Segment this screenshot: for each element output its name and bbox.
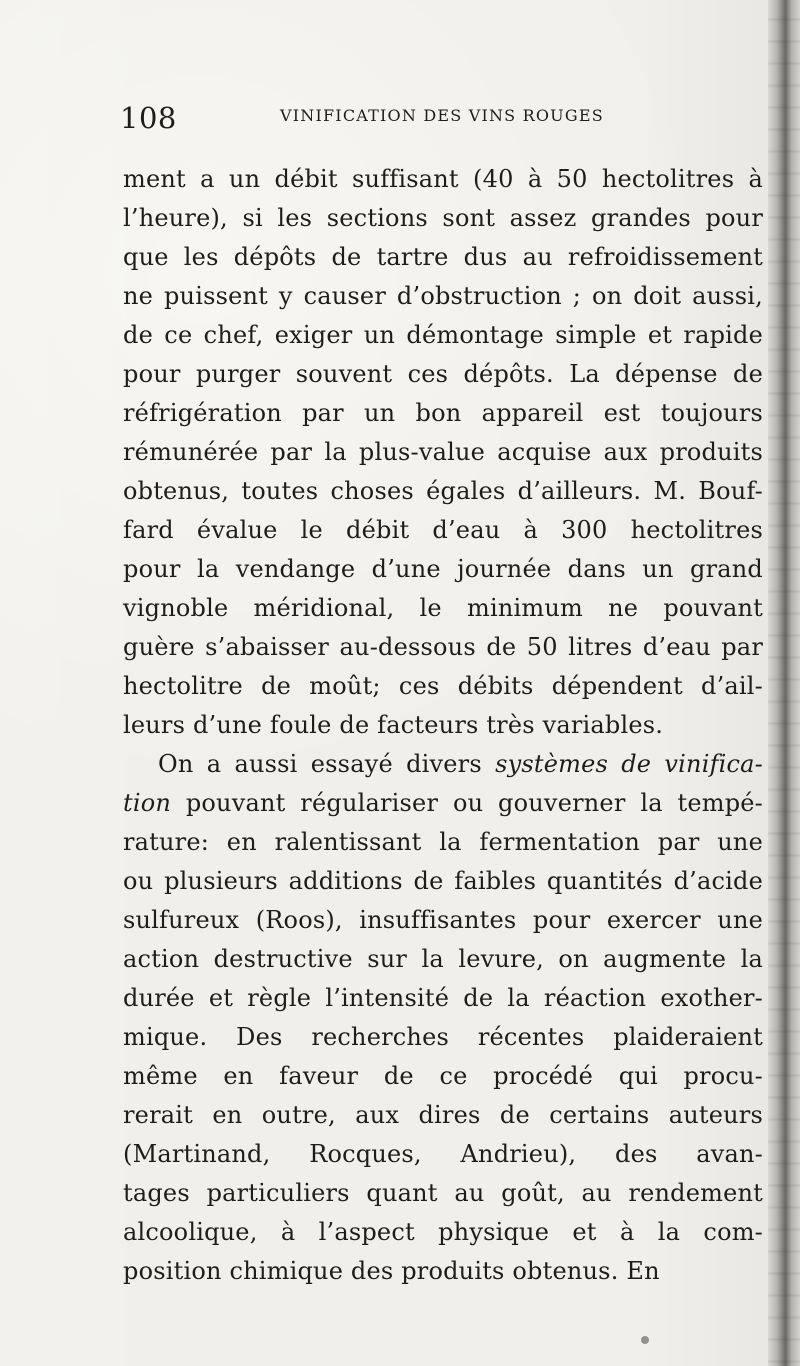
- paragraph-2-line-13: alcoolique, à l’aspect physique et à la com-: [123, 1218, 763, 1246]
- page-binding-shadow: [768, 0, 800, 1366]
- paragraph-2-line-5: sulfureux (Roos), insuffisantes pour exercer une: [123, 906, 763, 934]
- paragraph-2-line-7: durée et règle l’intensité de la réaction exother-: [123, 984, 763, 1012]
- paragraph-2-line-1: [123, 745, 763, 784]
- running-head: [120, 103, 740, 133]
- paragraph-2-line-3: rature: en ralentissant la fermentation par une: [123, 828, 763, 856]
- paragraph-2-italic-title: systèmes de vinifica-: [495, 750, 763, 778]
- page-number: 108: [120, 101, 177, 135]
- paragraph-2-line-14: position chimique des produits obtenus. En: [123, 1257, 660, 1285]
- paragraph-2-line-4: ou plusieurs additions de faibles quantités d’acide: [123, 867, 763, 895]
- text-line-15: leurs d’une foule de facteurs très variables.: [123, 711, 664, 739]
- text-line-7: réfrigération par un bon appareil est toujours: [123, 399, 763, 427]
- text-line-3: que les dépôts de tartre dus au refroidissement: [123, 243, 763, 271]
- text-line-13: guère s’abaisser au-dessous de 50 litres d’eau par: [123, 633, 763, 661]
- text-line-2: l’heure), si les sections sont assez grandes pour: [123, 204, 763, 232]
- text-line-5: de ce chef, exiger un démontage simple et rapide: [123, 321, 763, 349]
- text-line-14: hectolitre de moût; ces débits dépendent d’ail-: [123, 672, 763, 700]
- paragraph-2-prefix: On a aussi essayé divers: [158, 750, 496, 778]
- paragraph-2-italic-continuation: tion: [123, 789, 172, 817]
- text-line-9: obtenus, toutes choses égales d’ailleurs. M. Bouf-: [123, 477, 763, 505]
- paragraph-2-line-11: (Martinand, Rocques, Andrieu), des avan-: [123, 1140, 763, 1168]
- paragraph-2-line-9: même en faveur de ce procédé qui procu-: [123, 1062, 763, 1090]
- chapter-title: VINIFICATION DES VINS ROUGES: [280, 106, 604, 125]
- paragraph-2-line-6: action destructive sur la levure, on augmente la: [123, 945, 763, 973]
- text-line-8: rémunérée par la plus-value acquise aux produits: [123, 438, 763, 466]
- paragraph-2-line-2: [123, 784, 763, 823]
- paragraph-2-line-2-text: pouvant régulariser ou gouverner la tempé-: [171, 789, 763, 817]
- text-line-1: ment a un débit suffisant (40 à 50 hectolitres à: [123, 165, 763, 193]
- text-line-6: pour purger souvent ces dépôts. La dépense de: [123, 360, 763, 388]
- paragraph-2-line-10: rerait en outre, aux dires de certains auteurs: [123, 1101, 763, 1129]
- paragraph-2-line-8: mique. Des recherches récentes plaideraient: [123, 1023, 763, 1051]
- text-line-10: fard évalue le débit d’eau à 300 hectolitres: [123, 516, 763, 544]
- small-print-mark: [641, 1336, 649, 1344]
- body-text: [123, 160, 763, 1291]
- paragraph-2-line-12: tages particuliers quant au goût, au rendement: [123, 1179, 763, 1207]
- text-line-4: ne puissent y causer d’obstruction ; on doit aussi,: [123, 282, 763, 310]
- text-line-11: pour la vendange d’une journée dans un grand: [123, 555, 763, 583]
- text-line-12: vignoble méridional, le minimum ne pouvant: [123, 594, 763, 622]
